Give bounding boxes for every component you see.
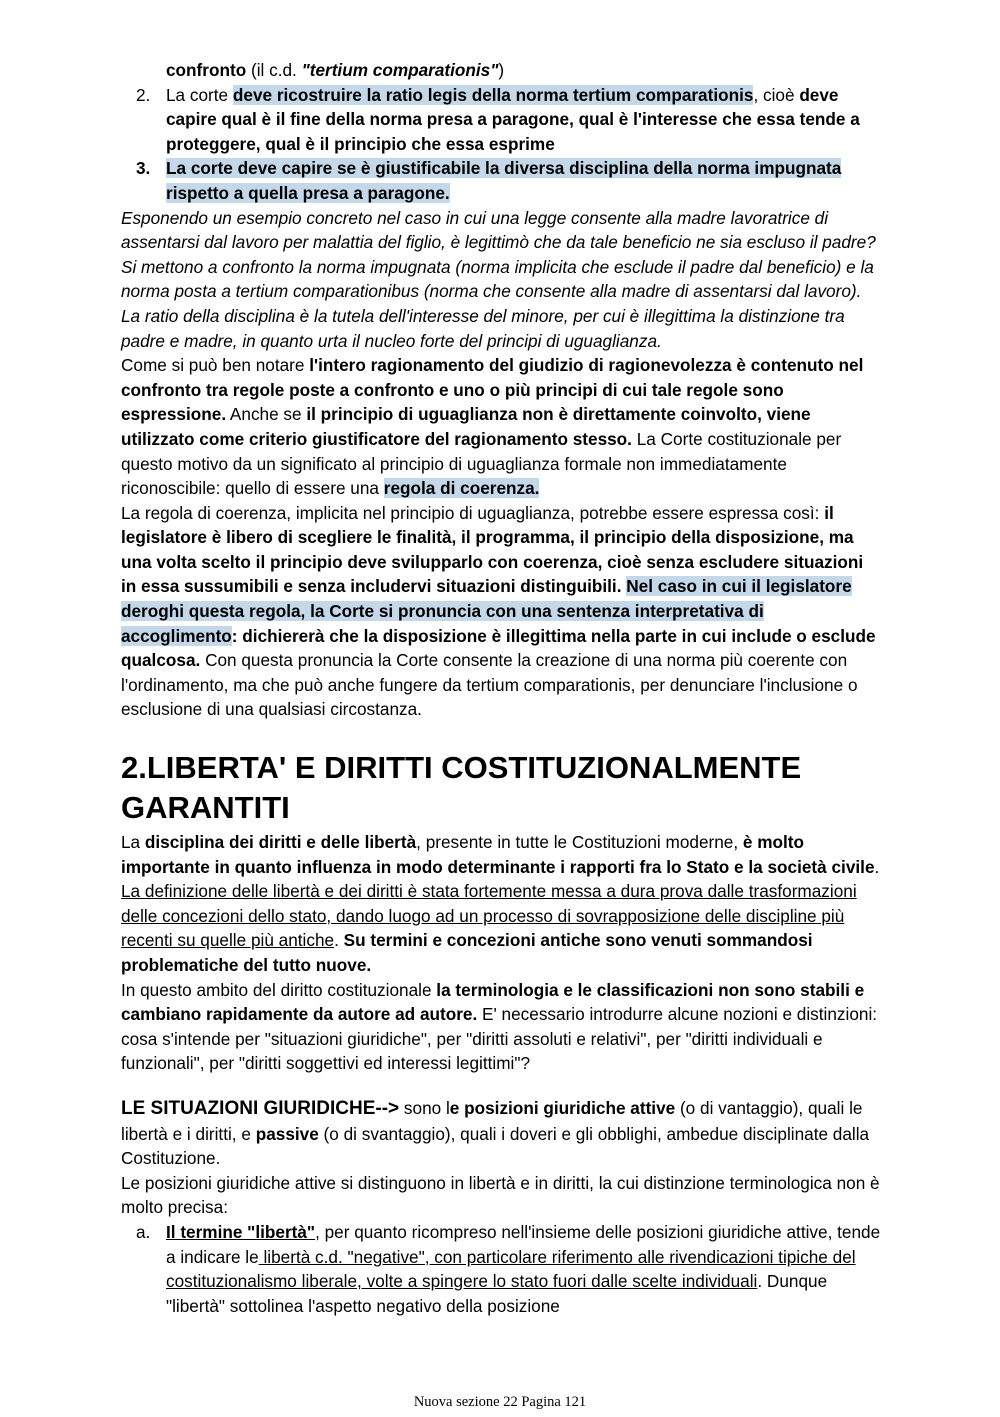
bold-text: disciplina dei diritti e delle libertà xyxy=(144,832,417,853)
bold-underlined-text: Il termine "libertà" xyxy=(166,1221,316,1242)
text: La Corte costituzionale per questo motivo da un significato al principio di uguaglianza formale non immediatamente riconoscibile: quello di essere una xyxy=(121,428,842,499)
text: . xyxy=(334,930,344,951)
text: , per quanto ricompreso nell'insieme delle posizioni giuridiche attive, tende a indicare le xyxy=(166,1221,881,1267)
section-heading: 2.LIBERTA' E DIRITTI COSTITUZIONALMENTE GARANTITI xyxy=(121,750,802,826)
text: La corte xyxy=(166,84,233,105)
bold-text: passive xyxy=(255,1123,319,1144)
subsection-title: LE SITUAZIONI GIURIDICHE--> xyxy=(121,1097,400,1119)
underlined-text: La definizione delle libertà e dei diritti è stata fortemente messa a dura prova dalle trasformazioni delle concezioni dello stato, dando luogo ad un processo di sovrapposizione delle discipline più recenti su quelle più antiche xyxy=(121,881,857,951)
list-number: 3. xyxy=(136,158,151,179)
text: In questo ambito del diritto costituzionale xyxy=(121,979,437,1000)
bold-text: l'intero ragionamento del giudizio di ragionevolezza è contenuto nel confronto tra regole poste a confronto e uno o più principi di cui tale regole sono espressione. xyxy=(121,355,864,425)
bold-text: confronto xyxy=(166,60,247,80)
bold-text: la terminologia e le classificazioni non sono stabili e cambiano rapidamente da autore ad autore. xyxy=(121,979,865,1025)
underlined-text: libertà c.d. "negative", con particolare riferimento alle rivendicazioni tipiche del costituzionalismo liberale, volte a spingere lo stato fuori dalle scelte individuali xyxy=(166,1246,856,1292)
paragraph-posizioni: Le posizioni giuridiche attive si distinguono in libertà e in diritti, la cui distinzione terminologica non è molto precisa: xyxy=(121,1172,880,1218)
list-item-continuation xyxy=(121,58,881,83)
list-item-3 xyxy=(121,156,881,205)
text: Con questa pronuncia la Corte consente la creazione di una norma più coerente con l'ordinamento, ma che può anche fungere da tertium comparationis, per denunciare l'inclusione o esclusione di una qualsiasi circostanza. xyxy=(121,650,858,720)
text: La xyxy=(121,832,145,853)
text: , presente in tutte le Costituzioni moderne, xyxy=(416,832,743,853)
bold-text: il principio di uguaglianza non è direttamente coinvolto, viene utilizzato come criterio giustificatore del ragionamento stesso. xyxy=(121,404,811,449)
highlighted-bold-text: La corte deve capire se è giustificabile la diversa disciplina della norma impugnata rispetto a quella presa a paragone. xyxy=(166,158,842,203)
example-paragraph xyxy=(121,206,881,354)
bold-text: : dichiererà che la disposizione è illegittima nella parte in cui include o esclude qualcosa. xyxy=(121,625,876,671)
paragraph-ragionevolezza xyxy=(121,353,881,501)
bold-text: è molto importante in quanto influenza in modo determinante i rapporti fra lo Stato e la società civile xyxy=(121,832,875,877)
highlighted-bold-text: regola di coerenza. xyxy=(383,478,540,499)
paragraph-situazioni xyxy=(121,1096,881,1171)
bold-text: e posizioni giuridiche attive xyxy=(449,1097,676,1118)
text: (il c.d. xyxy=(246,60,302,80)
list-item-2 xyxy=(121,83,881,157)
text: ) xyxy=(498,60,505,80)
page-content xyxy=(121,58,881,1318)
bold-italic-text: "tertium comparationis" xyxy=(301,60,499,80)
text: E' necessario introdurre alcune nozioni e distinzioni: cosa s'intende per "situazioni giuridiche", per "diritti assoluti e relativi", per "diritti individuali e funzionali", per "diritti soggettivi ed interessi legittimi"? xyxy=(121,1004,878,1074)
text: (o di vantaggio), quali le libertà e i diritti, e xyxy=(121,1097,863,1144)
italic-text: Esponendo un esempio concreto nel caso in cui una legge consente alla madre lavoratrice di assentarsi dal lavoro per malattia del figlio, è legittimò che da tale beneficio ne sia escluso il padre? Si mettono a confronto la norma impugnata (norma implicita che esclude il padre dal beneficio) e la norma posta a tertium comparationibus (norma che consente alla madre di assentarsi dal lavoro). La ratio della disciplina è la tutela dell'interesse del minore, per cui è illegittima la distinzione tra padre e madre, in quanto urta il nucleo forte del principi di uguaglianza. xyxy=(121,207,876,351)
highlighted-bold-text: Nel caso in cui il legislatore deroghi questa regola, la Corte si pronuncia con una sentenza interpretativa di accoglimento xyxy=(121,576,852,646)
text: sono l xyxy=(399,1097,450,1118)
list-number: 2. xyxy=(136,84,151,105)
bold-text: deve capire qual è il fine della norma presa a paragone, qual è l'interesse che essa tende a proteggere, qual è il principio che essa esprime xyxy=(166,84,860,154)
text: La regola di coerenza, implicita nel principio di uguaglianza, potrebbe essere espressa così: xyxy=(121,502,825,523)
text: , cioè xyxy=(753,84,800,105)
paragraph-coerenza xyxy=(121,501,881,722)
page-footer: Nuova sezione 22 Pagina 121 xyxy=(413,1394,587,1410)
bold-text: Su termini e concezioni antiche sono venuti sommandosi problematiche del tutto nuove. xyxy=(121,930,813,975)
text: . Dunque "libertà" sottolinea l'aspetto negativo della posizione xyxy=(166,1271,828,1316)
text: . xyxy=(874,856,880,877)
text: (o di svantaggio), quali i doveri e gli obblighi, ambedue disciplinate dalla Costituzione. xyxy=(121,1123,870,1169)
text: Anche se xyxy=(226,404,307,425)
paragraph-disciplina xyxy=(121,830,881,978)
text: Come si può ben notare xyxy=(121,355,310,376)
paragraph-ambito xyxy=(121,978,881,1076)
highlighted-bold-text: deve ricostruire la ratio legis della norma tertium comparationis xyxy=(232,84,754,105)
list-letter: a. xyxy=(136,1221,151,1242)
bold-text: il legislatore è libero di scegliere le finalità, il programma, il principio della disposizione, ma una volta scelto il principio deve svilupparlo con coerenza, cioè senza escludere situazioni in essa sussumibili e senza includervi situazioni distinguibili. xyxy=(121,502,864,597)
list-item-a xyxy=(121,1220,881,1318)
